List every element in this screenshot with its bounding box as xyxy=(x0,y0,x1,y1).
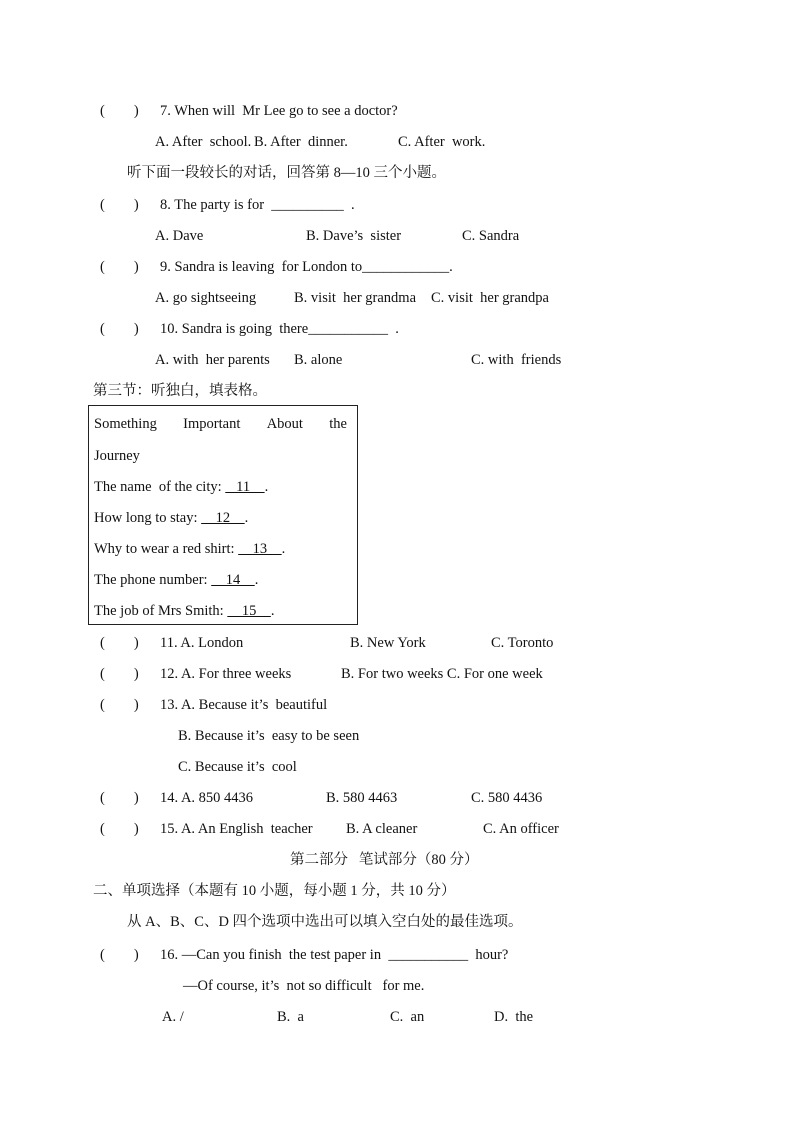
blank-15[interactable]: 15 xyxy=(227,603,271,619)
option-c: C. An officer xyxy=(483,821,559,837)
question-16-response: —Of course, it’s not so difficult for me. xyxy=(183,978,425,994)
option-c: C. Toronto xyxy=(491,635,554,651)
blank-13[interactable]: 13 xyxy=(238,541,282,557)
blank-12[interactable]: 12 xyxy=(201,510,245,526)
answer-paren[interactable]: ( ) xyxy=(100,947,139,963)
option-c: C. Sandra xyxy=(462,228,520,244)
answer-paren[interactable]: ( ) xyxy=(100,197,139,213)
table-row: Why to wear a red shirt: 13 . xyxy=(94,541,286,557)
table-title-word: the xyxy=(329,416,347,432)
option-a: A. go sightseeing xyxy=(155,290,257,306)
answer-paren[interactable]: ( ) xyxy=(100,697,139,713)
option-b: B. 580 4463 xyxy=(326,790,398,806)
question-9-stem: 9. Sandra is leaving for London to____________. xyxy=(160,259,453,275)
option-c: C. After work. xyxy=(398,134,486,150)
option-b: B. For two weeks C. For one week xyxy=(341,666,543,682)
question-16-stem: 16. —Can you finish the test paper in ___________ hour? xyxy=(160,947,509,963)
question-8-stem: 8. The party is for __________ . xyxy=(160,197,355,213)
option-a: A. with her parents xyxy=(155,352,270,368)
option-b: B. alone xyxy=(294,352,343,368)
option-b: B. Dave’s sister xyxy=(306,228,402,244)
question-11-stem: 11. A. London xyxy=(160,635,244,651)
option-a: A. After school. xyxy=(155,134,252,150)
table-title-word: Something xyxy=(94,416,157,432)
question-13-stem: 13. A. Because it’s beautiful xyxy=(160,697,328,713)
table-row: The job of Mrs Smith: 15 . xyxy=(94,603,275,619)
option-c: C. 580 4436 xyxy=(471,790,543,806)
table-row: How long to stay: 12 . xyxy=(94,510,249,526)
option-c: C. with friends xyxy=(471,352,562,368)
option-b: B. a xyxy=(277,1009,304,1025)
option-d: D. the xyxy=(494,1009,534,1025)
table-row: The name of the city: 11 . xyxy=(94,479,269,495)
option-c: C. an xyxy=(390,1009,425,1025)
option-b: B. A cleaner xyxy=(346,821,418,837)
option-a: A. Dave xyxy=(155,228,204,244)
answer-paren[interactable]: ( ) xyxy=(100,790,139,806)
journey-table xyxy=(88,405,358,625)
part-2-heading: 第二部分 笔试部分（80 分） xyxy=(290,852,479,868)
section-mc-heading: 二、单项选择（本题有 10 小题，每小题 1 分，共 10 分） xyxy=(93,883,456,899)
answer-paren[interactable]: ( ) xyxy=(100,635,139,651)
section-3-heading: 第三节：听独白，填表格。 xyxy=(93,383,267,399)
blank-14[interactable]: 14 xyxy=(211,572,255,588)
table-title-word: Important xyxy=(183,416,241,432)
option-c: C. visit her grandpa xyxy=(431,290,549,306)
table-row: The phone number: 14 . xyxy=(94,572,259,588)
instruction-mc: 从 A、B、C、D 四个选项中选出可以填入空白处的最佳选项。 xyxy=(127,914,523,930)
option-b: B. After dinner. xyxy=(254,134,348,150)
question-10-stem: 10. Sandra is going there___________ . xyxy=(160,321,399,337)
question-15-stem: 15. A. An English teacher xyxy=(160,821,313,837)
answer-paren[interactable]: ( ) xyxy=(100,666,139,682)
answer-paren[interactable]: ( ) xyxy=(100,821,139,837)
table-title-cont: Journey xyxy=(94,448,140,464)
instruction-8-10: 听下面一段较长的对话，回答第 8—10 三个小题。 xyxy=(127,165,446,181)
answer-paren[interactable]: ( ) xyxy=(100,259,139,275)
option-a: A. / xyxy=(162,1009,184,1025)
option-b: B. visit her grandma xyxy=(294,290,417,306)
question-12-stem: 12. A. For three weeks xyxy=(160,666,292,682)
option-b: B. New York xyxy=(350,635,426,651)
question-7-stem: 7. When will Mr Lee go to see a doctor? xyxy=(160,103,398,119)
blank-11[interactable]: 11 xyxy=(225,479,265,495)
option-b: B. Because it’s easy to be seen xyxy=(178,728,360,744)
table-title-word: About xyxy=(266,416,303,432)
option-c: C. Because it’s cool xyxy=(178,759,297,775)
answer-paren[interactable]: ( ) xyxy=(100,321,139,337)
question-14-stem: 14. A. 850 4436 xyxy=(160,790,254,806)
answer-paren[interactable]: ( ) xyxy=(100,103,139,119)
table-title xyxy=(94,416,347,433)
